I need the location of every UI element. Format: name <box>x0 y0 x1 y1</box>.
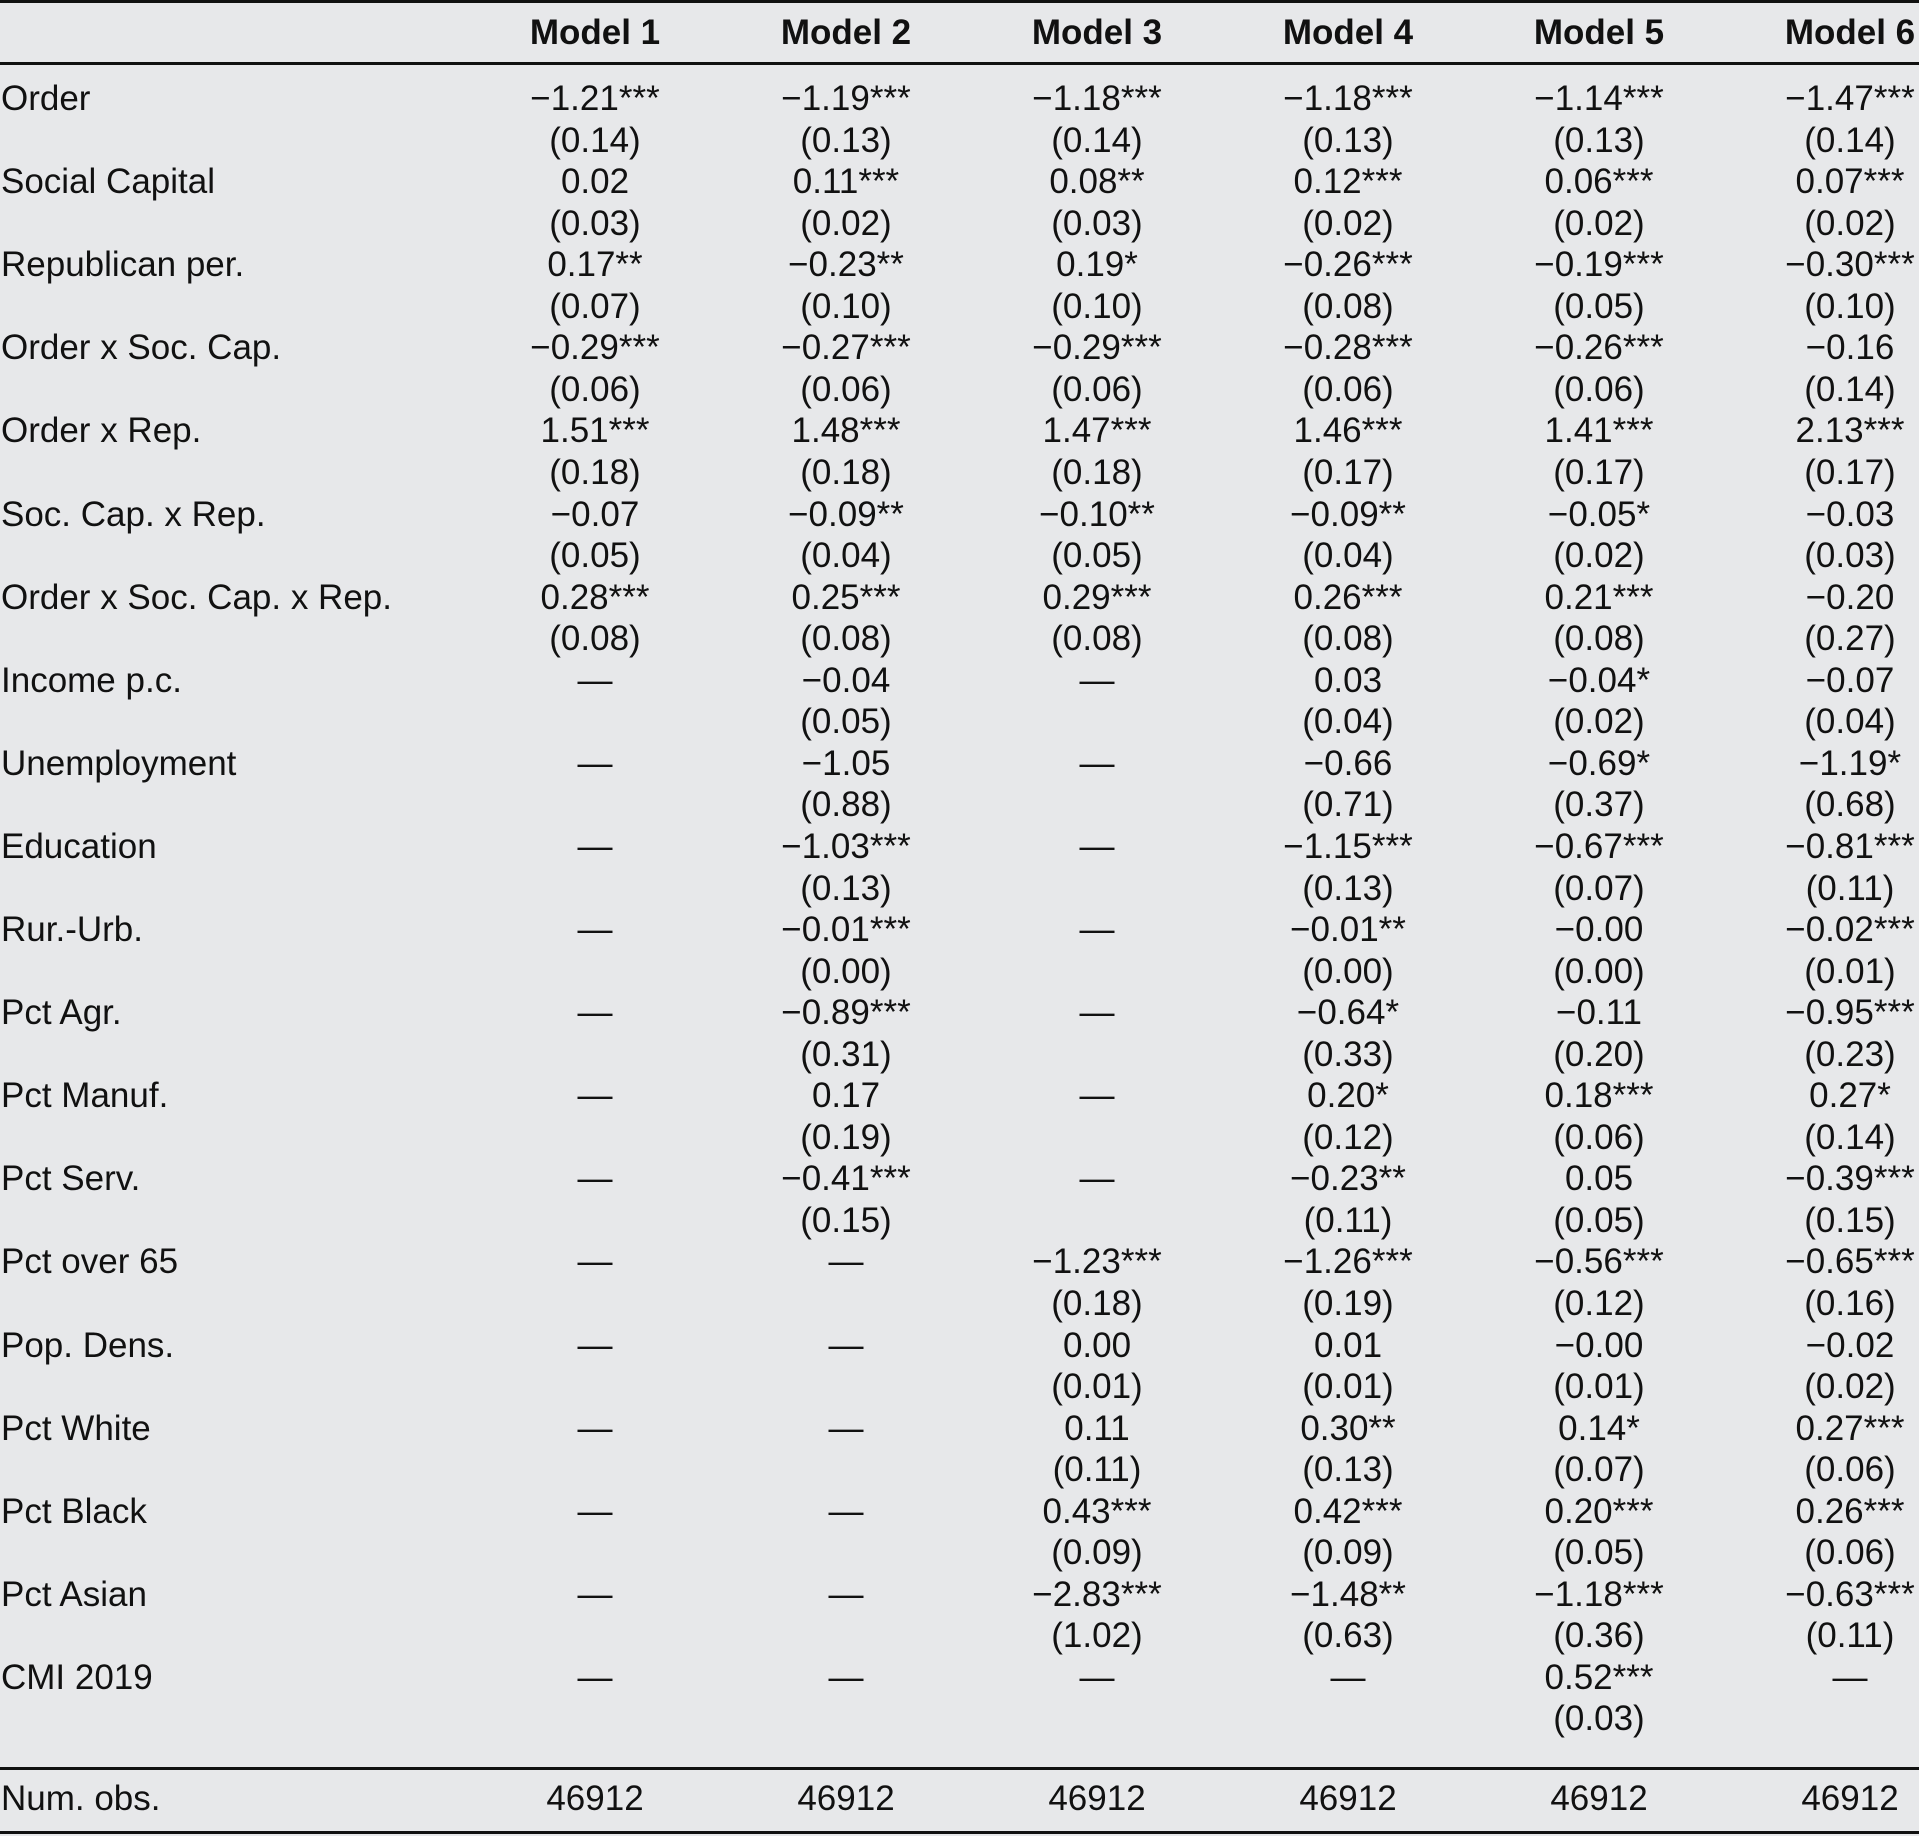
coefficient-cell: −0.19*** <box>1534 245 1664 284</box>
coefficient-cell: 0.43*** <box>1042 1492 1152 1531</box>
std-error-cell: (0.06) <box>1804 1450 1896 1489</box>
std-error-cell: (0.13) <box>1553 121 1645 160</box>
coefficient-cell: −0.23** <box>1290 1159 1406 1198</box>
std-error-cell: (0.17) <box>1553 453 1645 492</box>
coefficient-cell: 0.26*** <box>1795 1492 1905 1531</box>
coefficient-cell: — <box>1832 1658 1868 1697</box>
row-label: Social Capital <box>1 162 215 201</box>
row-label: Pct White <box>1 1409 151 1448</box>
coefficient-cell: 0.25*** <box>791 578 901 617</box>
coefficient-cell: −0.23** <box>788 245 904 284</box>
coefficient-cell: −1.03*** <box>781 827 911 866</box>
std-error-cell: (0.14) <box>1804 370 1896 409</box>
std-error-cell: (0.63) <box>1302 1616 1394 1655</box>
coefficient-cell: — <box>828 1492 864 1531</box>
column-header: Model 2 <box>780 13 912 52</box>
std-error-cell: (0.13) <box>800 121 892 160</box>
coefficient-cell: — <box>577 1326 613 1365</box>
coefficient-cell: 0.00 <box>1062 1326 1132 1365</box>
coefficient-cell: −0.04* <box>1547 661 1651 700</box>
coefficient-cell: — <box>577 993 613 1032</box>
coefficient-cell: 0.21*** <box>1544 578 1654 617</box>
std-error-cell: (0.01) <box>1302 1367 1394 1406</box>
coefficient-cell: 0.27*** <box>1795 1409 1905 1448</box>
footer-label: Num. obs. <box>1 1779 161 1818</box>
coefficient-cell: 0.20*** <box>1544 1492 1654 1531</box>
coefficient-cell: −1.21*** <box>530 79 660 118</box>
std-error-cell: (0.14) <box>549 121 641 160</box>
coefficient-cell: −0.11 <box>1556 993 1642 1032</box>
std-error-cell: (0.02) <box>1804 204 1896 243</box>
std-error-cell: (0.06) <box>800 370 892 409</box>
coefficient-cell: −0.01*** <box>781 910 911 949</box>
coefficient-cell: −0.89*** <box>781 993 911 1032</box>
row-label: Republican per. <box>1 245 245 284</box>
std-error-cell: (0.15) <box>1804 1201 1896 1240</box>
row-label: Unemployment <box>1 744 237 783</box>
std-error-cell: (0.04) <box>800 536 892 575</box>
coefficient-cell: −0.28*** <box>1283 328 1413 367</box>
std-error-cell: (0.08) <box>549 619 641 658</box>
std-error-cell: (0.13) <box>1302 1450 1394 1489</box>
coefficient-cell: −0.41*** <box>781 1159 911 1198</box>
coefficient-cell: 0.19* <box>1056 245 1138 284</box>
coefficient-cell: −2.83*** <box>1032 1575 1162 1614</box>
bottom-rule <box>0 1831 1919 1834</box>
std-error-cell: (0.05) <box>1553 1533 1645 1572</box>
coefficient-cell: — <box>577 1076 613 1115</box>
coefficient-cell: −0.07 <box>550 495 640 534</box>
std-error-cell: (0.14) <box>1051 121 1143 160</box>
coefficient-cell: 1.47*** <box>1042 411 1152 450</box>
std-error-cell: (0.36) <box>1553 1616 1645 1655</box>
coefficient-cell: −1.47*** <box>1785 79 1915 118</box>
std-error-cell: (0.05) <box>1553 1201 1645 1240</box>
coefficient-cell: — <box>828 1326 864 1365</box>
std-error-cell: (0.03) <box>549 204 641 243</box>
coefficient-cell: −1.19*** <box>781 79 911 118</box>
coefficient-cell: — <box>828 1242 864 1281</box>
std-error-cell: (0.17) <box>1302 453 1394 492</box>
std-error-cell: (0.88) <box>800 785 892 824</box>
coefficient-cell: — <box>577 1409 613 1448</box>
std-error-cell: (0.04) <box>1804 702 1896 741</box>
std-error-cell: (0.09) <box>1051 1533 1143 1572</box>
coefficient-cell: — <box>1330 1658 1366 1697</box>
std-error-cell: (1.02) <box>1051 1616 1143 1655</box>
std-error-cell: (0.13) <box>1302 869 1394 908</box>
coefficient-cell: −1.18*** <box>1283 79 1413 118</box>
std-error-cell: (0.08) <box>1553 619 1645 658</box>
std-error-cell: (0.02) <box>1553 536 1645 575</box>
coefficient-cell: −0.20 <box>1805 578 1895 617</box>
std-error-cell: (0.33) <box>1302 1035 1394 1074</box>
coefficient-cell: −0.69* <box>1547 744 1651 783</box>
std-error-cell: (0.19) <box>800 1118 892 1157</box>
observations-cell: 46912 <box>1550 1779 1648 1818</box>
row-label: Order x Soc. Cap. x Rep. <box>1 578 392 617</box>
row-label: Rur.-Urb. <box>1 910 143 949</box>
std-error-cell: (0.06) <box>1553 1118 1645 1157</box>
std-error-cell: (0.18) <box>1051 1284 1143 1323</box>
coefficient-cell: — <box>577 1242 613 1281</box>
coefficient-cell: −0.27*** <box>781 328 911 367</box>
coefficient-cell: −1.18*** <box>1534 1575 1664 1614</box>
std-error-cell: (0.09) <box>1302 1533 1394 1572</box>
std-error-cell: (0.13) <box>1302 121 1394 160</box>
std-error-cell: (0.04) <box>1302 536 1394 575</box>
coefficient-cell: — <box>828 1658 864 1697</box>
coefficient-cell: −0.39*** <box>1785 1159 1915 1198</box>
std-error-cell: (0.01) <box>1051 1367 1143 1406</box>
coefficient-cell: 0.07*** <box>1795 162 1905 201</box>
coefficient-cell: 0.11*** <box>792 162 900 201</box>
std-error-cell: (0.08) <box>1302 287 1394 326</box>
coefficient-cell: −0.67*** <box>1534 827 1664 866</box>
coefficient-cell: −1.23*** <box>1032 1242 1162 1281</box>
coefficient-cell: −0.95*** <box>1785 993 1915 1032</box>
std-error-cell: (0.37) <box>1553 785 1645 824</box>
coefficient-cell: −0.09** <box>1290 495 1406 534</box>
std-error-cell: (0.02) <box>1804 1367 1896 1406</box>
coefficient-cell: −0.29*** <box>1032 328 1162 367</box>
coefficient-cell: −1.15*** <box>1283 827 1413 866</box>
row-label: Pct Black <box>1 1492 147 1531</box>
coefficient-cell: — <box>577 1159 613 1198</box>
coefficient-cell: −0.03 <box>1805 495 1895 534</box>
coefficient-cell: −0.66 <box>1303 744 1393 783</box>
observations-cell: 46912 <box>546 1779 644 1818</box>
coefficient-cell: −0.16 <box>1805 328 1895 367</box>
std-error-cell: (0.05) <box>1553 287 1645 326</box>
coefficient-cell: 0.08** <box>1049 162 1145 201</box>
row-label: Pop. Dens. <box>1 1326 175 1365</box>
std-error-cell: (0.10) <box>1804 287 1896 326</box>
std-error-cell: (0.17) <box>1804 453 1896 492</box>
std-error-cell: (0.07) <box>1553 1450 1645 1489</box>
coefficient-cell: 1.46*** <box>1293 411 1403 450</box>
coefficient-cell: — <box>577 744 613 783</box>
coefficient-cell: −1.18*** <box>1032 79 1162 118</box>
std-error-cell: (0.68) <box>1804 785 1896 824</box>
std-error-cell: (0.18) <box>1051 453 1143 492</box>
std-error-cell: (0.18) <box>800 453 892 492</box>
std-error-cell: (0.16) <box>1804 1284 1896 1323</box>
std-error-cell: (0.08) <box>800 619 892 658</box>
row-label: Order x Rep. <box>1 411 202 450</box>
coefficient-cell: −0.07 <box>1805 661 1895 700</box>
std-error-cell: (0.03) <box>1051 204 1143 243</box>
coefficient-cell: 0.28*** <box>540 578 650 617</box>
coefficient-cell: −0.00 <box>1554 1326 1644 1365</box>
column-header: Model 6 <box>1784 13 1916 52</box>
std-error-cell: (0.05) <box>1051 536 1143 575</box>
coefficient-cell: 1.51*** <box>540 411 650 450</box>
coefficient-cell: 0.11 <box>1064 1409 1130 1448</box>
column-header: Model 3 <box>1031 13 1163 52</box>
coefficient-cell: — <box>577 1658 613 1697</box>
coefficient-cell: — <box>577 661 613 700</box>
coefficient-cell: 1.41*** <box>1544 411 1654 450</box>
row-label: Income p.c. <box>1 661 182 700</box>
row-label: Pct Serv. <box>1 1159 141 1198</box>
std-error-cell: (0.03) <box>1804 536 1896 575</box>
coefficient-cell: 0.05 <box>1564 1159 1634 1198</box>
coefficient-cell: −0.09** <box>788 495 904 534</box>
std-error-cell: (0.71) <box>1302 785 1394 824</box>
observations-cell: 46912 <box>1801 1779 1899 1818</box>
coefficient-cell: 0.52*** <box>1544 1658 1654 1697</box>
std-error-cell: (0.02) <box>800 204 892 243</box>
std-error-cell: (0.19) <box>1302 1284 1394 1323</box>
coefficient-cell: — <box>577 827 613 866</box>
coefficient-cell: 0.20* <box>1307 1076 1389 1115</box>
coefficient-cell: 0.01 <box>1313 1326 1383 1365</box>
std-error-cell: (0.07) <box>549 287 641 326</box>
coefficient-cell: −0.26*** <box>1534 328 1664 367</box>
std-error-cell: (0.02) <box>1553 702 1645 741</box>
std-error-cell: (0.11) <box>1805 1616 1895 1655</box>
coefficient-cell: −0.63*** <box>1785 1575 1915 1614</box>
coefficient-cell: −0.26*** <box>1283 245 1413 284</box>
std-error-cell: (0.14) <box>1804 121 1896 160</box>
observations-cell: 46912 <box>1048 1779 1146 1818</box>
coefficient-cell: 0.18*** <box>1544 1076 1654 1115</box>
std-error-cell: (0.04) <box>1302 702 1394 741</box>
std-error-cell: (0.03) <box>1553 1699 1645 1738</box>
column-header: Model 5 <box>1533 13 1665 52</box>
coefficient-cell: −0.10** <box>1039 495 1155 534</box>
std-error-cell: (0.06) <box>549 370 641 409</box>
coefficient-cell: −0.64* <box>1296 993 1400 1032</box>
coefficient-cell: −0.05* <box>1547 495 1651 534</box>
coefficient-cell: −0.02 <box>1805 1326 1895 1365</box>
coefficient-cell: 0.02 <box>560 162 630 201</box>
std-error-cell: (0.08) <box>1051 619 1143 658</box>
coefficient-cell: −1.48** <box>1290 1575 1406 1614</box>
std-error-cell: (0.05) <box>800 702 892 741</box>
std-error-cell: (0.00) <box>800 952 892 991</box>
coefficient-cell: −0.30*** <box>1785 245 1915 284</box>
coefficient-cell: 0.27* <box>1809 1076 1891 1115</box>
coefficient-cell: −1.19* <box>1798 744 1902 783</box>
coefficient-cell: — <box>1079 661 1115 700</box>
row-label: Order x Soc. Cap. <box>1 328 282 367</box>
coefficient-cell: −1.05 <box>801 744 891 783</box>
std-error-cell: (0.11) <box>1052 1450 1142 1489</box>
coefficient-cell: −0.65*** <box>1785 1242 1915 1281</box>
coefficient-cell: — <box>1079 827 1115 866</box>
coefficient-cell: −0.04 <box>801 661 891 700</box>
coefficient-cell: — <box>1079 993 1115 1032</box>
row-label: Soc. Cap. x Rep. <box>1 495 266 534</box>
coefficient-cell: — <box>577 910 613 949</box>
coefficient-cell: 0.14* <box>1558 1409 1640 1448</box>
observations-cell: 46912 <box>797 1779 895 1818</box>
coefficient-cell: — <box>1079 910 1115 949</box>
std-error-cell: (0.27) <box>1804 619 1896 658</box>
row-label: Pct Asian <box>1 1575 147 1614</box>
coefficient-cell: — <box>1079 1159 1115 1198</box>
coefficient-cell: 0.17** <box>547 245 643 284</box>
std-error-cell: (0.14) <box>1804 1118 1896 1157</box>
std-error-cell: (0.01) <box>1804 952 1896 991</box>
coefficient-cell: — <box>1079 744 1115 783</box>
std-error-cell: (0.12) <box>1553 1284 1645 1323</box>
std-error-cell: (0.01) <box>1553 1367 1645 1406</box>
coefficient-cell: 0.26*** <box>1293 578 1403 617</box>
row-label: Education <box>1 827 157 866</box>
std-error-cell: (0.02) <box>1553 204 1645 243</box>
std-error-cell: (0.06) <box>1302 370 1394 409</box>
coefficient-cell: −1.26*** <box>1283 1242 1413 1281</box>
coefficient-cell: — <box>577 1575 613 1614</box>
std-error-cell: (0.07) <box>1553 869 1645 908</box>
observations-cell: 46912 <box>1299 1779 1397 1818</box>
std-error-cell: (0.08) <box>1302 619 1394 658</box>
std-error-cell: (0.00) <box>1302 952 1394 991</box>
coefficient-cell: −0.02*** <box>1785 910 1915 949</box>
coefficient-cell: 0.17 <box>811 1076 881 1115</box>
row-label: CMI 2019 <box>1 1658 153 1697</box>
std-error-cell: (0.10) <box>800 287 892 326</box>
column-header: Model 1 <box>529 13 661 52</box>
coefficient-cell: 0.06*** <box>1544 162 1654 201</box>
std-error-cell: (0.11) <box>1303 1201 1393 1240</box>
coefficient-cell: −0.56*** <box>1534 1242 1664 1281</box>
header-rule <box>0 62 1919 65</box>
std-error-cell: (0.10) <box>1051 287 1143 326</box>
row-label: Order <box>1 79 91 118</box>
std-error-cell: (0.23) <box>1804 1035 1896 1074</box>
coefficient-cell: 1.48*** <box>791 411 901 450</box>
std-error-cell: (0.05) <box>549 536 641 575</box>
coefficient-cell: — <box>1079 1658 1115 1697</box>
coefficient-cell: −0.29*** <box>530 328 660 367</box>
std-error-cell: (0.02) <box>1302 204 1394 243</box>
coefficient-cell: −0.81*** <box>1785 827 1915 866</box>
footer-rule <box>0 1767 1919 1770</box>
coefficient-cell: 0.42*** <box>1293 1492 1403 1531</box>
std-error-cell: (0.15) <box>800 1201 892 1240</box>
coefficient-cell: −1.14*** <box>1534 79 1664 118</box>
coefficient-cell: 0.03 <box>1313 661 1383 700</box>
std-error-cell: (0.06) <box>1804 1533 1896 1572</box>
std-error-cell: (0.11) <box>1805 869 1895 908</box>
std-error-cell: (0.13) <box>800 869 892 908</box>
std-error-cell: (0.00) <box>1553 952 1645 991</box>
row-label: Pct Agr. <box>1 993 122 1032</box>
coefficient-cell: 0.30** <box>1300 1409 1396 1448</box>
std-error-cell: (0.31) <box>800 1035 892 1074</box>
coefficient-cell: 0.12*** <box>1293 162 1403 201</box>
column-header: Model 4 <box>1282 13 1414 52</box>
coefficient-cell: — <box>828 1409 864 1448</box>
std-error-cell: (0.06) <box>1553 370 1645 409</box>
std-error-cell: (0.06) <box>1051 370 1143 409</box>
std-error-cell: (0.20) <box>1553 1035 1645 1074</box>
coefficient-cell: — <box>1079 1076 1115 1115</box>
coefficient-cell: −0.01** <box>1290 910 1406 949</box>
top-rule <box>0 0 1919 3</box>
std-error-cell: (0.18) <box>549 453 641 492</box>
coefficient-cell: — <box>828 1575 864 1614</box>
row-label: Pct Manuf. <box>1 1076 169 1115</box>
coefficient-cell: — <box>577 1492 613 1531</box>
coefficient-cell: 0.29*** <box>1042 578 1152 617</box>
std-error-cell: (0.12) <box>1302 1118 1394 1157</box>
row-label: Pct over 65 <box>1 1242 179 1281</box>
coefficient-cell: 2.13*** <box>1795 411 1905 450</box>
coefficient-cell: −0.00 <box>1554 910 1644 949</box>
